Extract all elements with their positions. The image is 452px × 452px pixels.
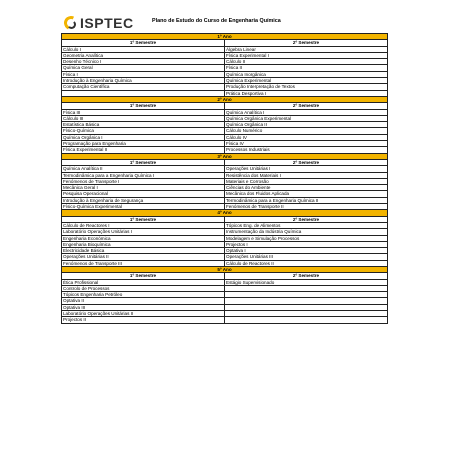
semester-2-header: 2º Semestre <box>225 103 388 109</box>
course-cell-semester-2: Química Orgânica II <box>225 122 388 128</box>
course-cell-semester-2: Química Orgânica Experimental <box>225 115 388 121</box>
course-cell-semester-1: Cálculo de Reactores I <box>62 222 225 228</box>
course-cell-semester-1: Cálculo I <box>62 46 225 52</box>
course-cell-semester-2: Cálculo IV <box>225 134 388 140</box>
course-cell-semester-1: Projectos II <box>62 317 225 323</box>
course-cell-semester-1: Física I <box>62 71 225 77</box>
course-cell-semester-1: Física Experimental II <box>62 147 225 153</box>
semester-2-header: 2º Semestre <box>225 159 388 165</box>
semester-1-header: 1º Semestre <box>62 159 225 165</box>
course-cell-semester-1: Química Orgânica I <box>62 134 225 140</box>
course-cell-semester-1: Física III <box>62 109 225 115</box>
semester-1-header: 1º Semestre <box>62 40 225 46</box>
year-title: 3º Ano <box>62 153 388 159</box>
semester-1-header: 1º Semestre <box>62 273 225 279</box>
course-cell-semester-1: Operações Unitárias II <box>62 254 225 260</box>
course-cell-semester-1: Pesquisa Operacional <box>62 191 225 197</box>
course-cell-semester-1: Tópicos Engenharia Petróleo <box>62 292 225 298</box>
course-cell-semester-2: Química Analítica I <box>225 109 388 115</box>
course-cell-semester-1: Electricidade Básica <box>62 248 225 254</box>
logo-text: ISPTEC <box>80 15 134 31</box>
course-cell-semester-1: Físico-Química Experimental <box>62 204 225 210</box>
course-cell-semester-2: Física Experimental I <box>225 52 388 58</box>
isptec-logo <box>64 14 134 32</box>
course-cell-semester-2: Química Experimental <box>225 78 388 84</box>
course-cell-semester-1: Termodinâmica para a Engenharia Química I <box>62 172 225 178</box>
year-title: 5º Ano <box>62 266 388 272</box>
course-cell-semester-2: Fenómenos de Transporte II <box>225 204 388 210</box>
course-cell-semester-2: Ciências do Ambiente <box>225 185 388 191</box>
course-cell-semester-2: Operações Unitárias III <box>225 254 388 260</box>
course-cell-semester-2: Cálculo Numérico <box>225 128 388 134</box>
course-cell-semester-2: Resistência dos Materiais I <box>225 172 388 178</box>
course-cell-semester-1: Química Geral <box>62 65 225 71</box>
course-cell-semester-2: Mecânica dos Fluidos Aplicada <box>225 191 388 197</box>
course-cell-semester-1: Fenómenos de Transporte I <box>62 178 225 184</box>
course-cell-semester-1: Controlo de Processos <box>62 285 225 291</box>
course-cell-semester-1: Introdução à Engenharia Química <box>62 78 225 84</box>
course-cell-semester-1: Geometria Analítica <box>62 52 225 58</box>
course-cell-semester-2: Tópicos Eng. de Alimentos <box>225 222 388 228</box>
course-cell-semester-2: Instrumentação da Indústria Química <box>225 229 388 235</box>
table-row <box>62 317 388 323</box>
course-cell-semester-1: Desenho Técnico I <box>62 59 225 65</box>
course-cell-semester-1: Engenharia Económica <box>62 235 225 241</box>
course-cell-semester-2: Cálculo de Reactores II <box>225 260 388 266</box>
year-title: 1º Ano <box>62 34 388 40</box>
course-cell-semester-2: Álgebra Linear <box>225 46 388 52</box>
course-cell-semester-1: Química Analítica II <box>62 166 225 172</box>
course-cell-semester-1: Optativa III <box>62 304 225 310</box>
course-cell-semester-1: Computação Científica <box>62 84 225 90</box>
semester-1-header: 1º Semestre <box>62 216 225 222</box>
logo-swirl-icon <box>64 16 78 30</box>
course-cell-semester-2: Projectos I <box>225 241 388 247</box>
semester-2-header: 2º Semestre <box>225 216 388 222</box>
course-cell-semester-2: Modelagem e Simulação Processos <box>225 235 388 241</box>
course-cell-semester-1: Estatística Básica <box>62 122 225 128</box>
course-cell-semester-2 <box>225 317 388 323</box>
course-cell-semester-2: Química Inorgânica <box>225 71 388 77</box>
course-cell-semester-2: Física II <box>225 65 388 71</box>
semester-2-header: 2º Semestre <box>225 40 388 46</box>
course-cell-semester-2: Prática Desportiva I <box>225 90 388 96</box>
study-plan-table <box>61 33 388 324</box>
course-cell-semester-1: Mecânica Geral I <box>62 185 225 191</box>
course-cell-semester-2: Produção Interpretação de Textos <box>225 84 388 90</box>
course-cell-semester-2: Processos Industriais <box>225 147 388 153</box>
course-cell-semester-1: Introdução à Engenharia de Segurança <box>62 197 225 203</box>
course-cell-semester-1: Cálculo III <box>62 115 225 121</box>
course-cell-semester-2: Cálculo II <box>225 59 388 65</box>
course-cell-semester-1: Físico-Química <box>62 128 225 134</box>
course-cell-semester-1: Laboratório Operações Unitárias II <box>62 311 225 317</box>
course-cell-semester-1: Laboratório Operações Unitárias I <box>62 229 225 235</box>
course-cell-semester-2: Termodinâmica para a Engenharia Química II <box>225 197 388 203</box>
course-cell-semester-2: Física IV <box>225 141 388 147</box>
course-cell-semester-2: Operações Unitárias I <box>225 166 388 172</box>
year-title: 2º Ano <box>62 96 388 102</box>
semester-2-header: 2º Semestre <box>225 273 388 279</box>
course-cell-semester-1: Ética Profissional <box>62 279 225 285</box>
course-cell-semester-2: Materiais e Corrosão <box>225 178 388 184</box>
course-cell-semester-2: Estágio Supervisionado <box>225 279 388 285</box>
course-cell-semester-1: Programação para Engenharia <box>62 141 225 147</box>
course-cell-semester-1: Engenharia Bioquímica <box>62 241 225 247</box>
course-cell-semester-2: Optativa I <box>225 248 388 254</box>
course-cell-semester-1: Fenómenos de Transporte III <box>62 260 225 266</box>
course-cell-semester-1: Optativa II <box>62 298 225 304</box>
document-title: Plano de Estudo do Curso de Engenharia Química <box>152 18 281 24</box>
semester-1-header: 1º Semestre <box>62 103 225 109</box>
year-title: 4º Ano <box>62 210 388 216</box>
